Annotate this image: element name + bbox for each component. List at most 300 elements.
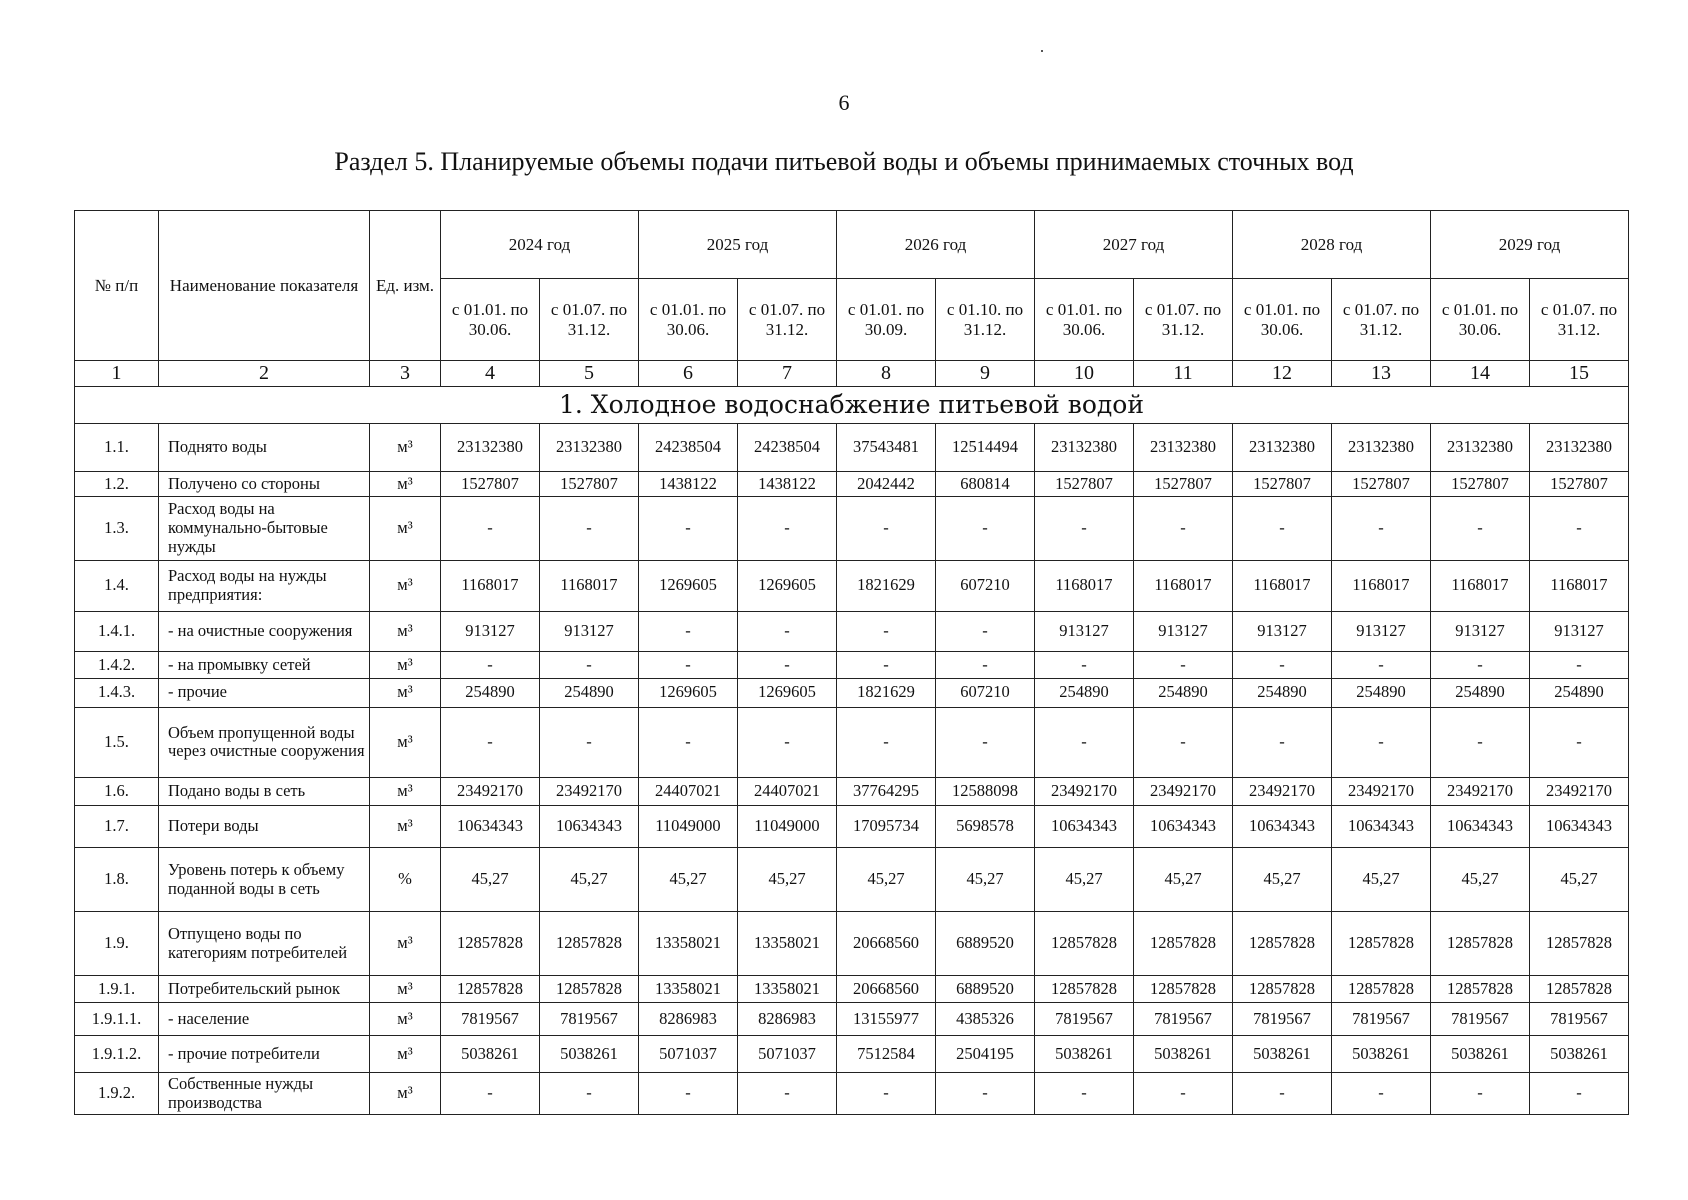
row-value: - [639,1073,738,1115]
row-value: - [540,1073,639,1115]
header-row-col-numbers [75,361,1629,387]
row-value: 20668560 [837,912,936,976]
row-number: 1.9.1.1. [75,1003,159,1036]
row-value: - [441,496,540,560]
row-value: 17095734 [837,805,936,848]
row-value: 8286983 [639,1003,738,1036]
header-period: с 01.07. по 31.12. [1134,279,1233,361]
row-value: 12857828 [441,976,540,1003]
row-value: 10634343 [1134,805,1233,848]
row-unit: м³ [370,1003,441,1036]
header-year: 2025 год [639,211,837,279]
row-value: 37543481 [837,424,936,472]
column-number: 5 [540,361,639,387]
row-value: 5038261 [1233,1036,1332,1073]
row-number: 1.9.1.2. [75,1036,159,1073]
header-period: с 01.07. по 31.12. [1332,279,1431,361]
row-value: - [738,652,837,679]
row-value: 7819567 [1332,1003,1431,1036]
row-value: 12857828 [1530,912,1629,976]
table-row [75,778,1629,806]
row-value: 1527807 [1035,472,1134,497]
row-value: 12857828 [441,912,540,976]
row-unit: м³ [370,778,441,806]
table-header [75,211,1629,387]
row-value: 1527807 [1233,472,1332,497]
row-value: - [639,611,738,652]
table-row [75,848,1629,912]
table-row [75,805,1629,848]
row-value: 12857828 [1530,976,1629,1003]
row-value: 45,27 [738,848,837,912]
row-value: 12857828 [1134,912,1233,976]
row-value: 7819567 [1530,1003,1629,1036]
column-number: 2 [159,361,370,387]
row-value: - [540,652,639,679]
row-value: - [936,1073,1035,1115]
row-value: 45,27 [639,848,738,912]
row-value: 680814 [936,472,1035,497]
row-value: 7512584 [837,1036,936,1073]
row-name: - прочие [159,679,370,708]
row-value: 23132380 [1431,424,1530,472]
row-value: 254890 [1035,679,1134,708]
header-num: № п/п [75,211,159,361]
row-value: 23492170 [1035,778,1134,806]
row-value: 254890 [1233,679,1332,708]
row-value: - [1233,496,1332,560]
row-value: - [1431,707,1530,777]
row-value: 10634343 [1035,805,1134,848]
table-body [75,387,1629,1115]
row-value: 1527807 [1431,472,1530,497]
row-name: Получено со стороны [159,472,370,497]
header-unit: Ед. изм. [370,211,441,361]
row-value: 254890 [1332,679,1431,708]
row-value: 5038261 [1134,1036,1233,1073]
row-value: - [1134,652,1233,679]
row-value: 1269605 [738,679,837,708]
row-unit: м³ [370,1073,441,1115]
row-value: 1438122 [738,472,837,497]
table-row [75,424,1629,472]
row-value: 6889520 [936,976,1035,1003]
row-name: Собственные нужды производства [159,1073,370,1115]
column-number: 8 [837,361,936,387]
row-value: - [1134,496,1233,560]
row-value: 23492170 [1332,778,1431,806]
row-value: - [1233,707,1332,777]
table-row [75,912,1629,976]
row-value: 12857828 [540,976,639,1003]
row-value: 1168017 [1530,560,1629,611]
row-value: 23132380 [1233,424,1332,472]
row-value: 23492170 [1530,778,1629,806]
row-value: 23492170 [1134,778,1233,806]
row-value: 12857828 [1431,976,1530,1003]
row-value: 913127 [1233,611,1332,652]
row-value: 7819567 [1233,1003,1332,1036]
column-number: 3 [370,361,441,387]
table-row [75,1036,1629,1073]
section-row [75,387,1629,424]
row-unit: м³ [370,912,441,976]
row-value: 45,27 [540,848,639,912]
table-row [75,611,1629,652]
row-value: 10634343 [540,805,639,848]
header-period: с 01.07. по 31.12. [540,279,639,361]
row-value: 1168017 [1233,560,1332,611]
row-value: 5698578 [936,805,1035,848]
row-unit: м³ [370,1036,441,1073]
row-value: - [1431,1073,1530,1115]
column-number: 14 [1431,361,1530,387]
row-value: 7819567 [540,1003,639,1036]
header-year: 2027 год [1035,211,1233,279]
row-value: 10634343 [1233,805,1332,848]
row-value: 1527807 [1332,472,1431,497]
header-period: с 01.01. по 30.06. [441,279,540,361]
row-value: 45,27 [441,848,540,912]
row-name: Потребительский рынок [159,976,370,1003]
table-row [75,560,1629,611]
row-value: 23132380 [1332,424,1431,472]
header-period: с 01.07. по 31.12. [1530,279,1629,361]
row-number: 1.5. [75,707,159,777]
row-value: 10634343 [1431,805,1530,848]
table-row [75,1003,1629,1036]
table-row [75,472,1629,497]
row-value: - [1332,707,1431,777]
row-number: 1.4.1. [75,611,159,652]
row-value: 12857828 [1035,912,1134,976]
row-value: 23132380 [441,424,540,472]
header-year: 2026 год [837,211,1035,279]
row-value: 6889520 [936,912,1035,976]
header-year: 2029 год [1431,211,1629,279]
row-value: 5038261 [1035,1036,1134,1073]
row-value: 1821629 [837,560,936,611]
row-value: 12857828 [1035,976,1134,1003]
row-value: 12857828 [1134,976,1233,1003]
row-value: 12857828 [1332,912,1431,976]
row-value: 5071037 [639,1036,738,1073]
row-value: 24238504 [639,424,738,472]
row-value: 12588098 [936,778,1035,806]
row-value: 10634343 [441,805,540,848]
row-name: - прочие потребители [159,1036,370,1073]
row-name: Отпущено воды по категориям потребителей [159,912,370,976]
row-value: - [1233,1073,1332,1115]
row-number: 1.8. [75,848,159,912]
header-period: с 01.07. по 31.12. [738,279,837,361]
row-unit: м³ [370,496,441,560]
column-number: 9 [936,361,1035,387]
column-number: 11 [1134,361,1233,387]
row-value: - [837,611,936,652]
row-value: 4385326 [936,1003,1035,1036]
row-value: 23492170 [441,778,540,806]
row-value: 8286983 [738,1003,837,1036]
row-value: - [1530,1073,1629,1115]
header-period: с 01.01. по 30.06. [639,279,738,361]
table-row [75,707,1629,777]
row-value: 7819567 [1035,1003,1134,1036]
row-value: 23492170 [1233,778,1332,806]
row-value: 1527807 [540,472,639,497]
page-number: 6 [838,90,850,115]
row-unit: м³ [370,611,441,652]
row-value: 45,27 [837,848,936,912]
row-number: 1.3. [75,496,159,560]
row-value: - [936,652,1035,679]
row-value: 607210 [936,679,1035,708]
header-period: с 01.01. по 30.06. [1431,279,1530,361]
row-name: Расход воды на коммунально-бытовые нужды [159,496,370,560]
row-value: 13358021 [639,976,738,1003]
column-number: 10 [1035,361,1134,387]
row-value: 13358021 [639,912,738,976]
table-row [75,1073,1629,1115]
row-unit: м³ [370,560,441,611]
row-value: - [1530,496,1629,560]
row-number: 1.9.1. [75,976,159,1003]
row-value: 1269605 [639,679,738,708]
row-number: 1.4.3. [75,679,159,708]
row-number: 1.6. [75,778,159,806]
row-value: 2042442 [837,472,936,497]
row-value: - [441,652,540,679]
header-name: Наименование показателя [159,211,370,361]
row-value: 45,27 [1530,848,1629,912]
header-period: с 01.01. по 30.06. [1233,279,1332,361]
row-value: 11049000 [738,805,837,848]
header-year: 2028 год [1233,211,1431,279]
row-value: - [1134,1073,1233,1115]
row-value: 23132380 [1035,424,1134,472]
row-value: - [1035,1073,1134,1115]
row-value: 913127 [1332,611,1431,652]
row-value: 12857828 [540,912,639,976]
table-row [75,976,1629,1003]
row-value: 23492170 [540,778,639,806]
row-value: 23492170 [1431,778,1530,806]
row-value: 913127 [540,611,639,652]
row-number: 1.9.2. [75,1073,159,1115]
row-unit: м³ [370,976,441,1003]
row-value: 37764295 [837,778,936,806]
row-value: 7819567 [441,1003,540,1036]
row-value: - [1332,1073,1431,1115]
row-number: 1.2. [75,472,159,497]
row-value: - [936,707,1035,777]
row-value: 45,27 [1431,848,1530,912]
row-unit: м³ [370,652,441,679]
row-number: 1.9. [75,912,159,976]
row-name: - население [159,1003,370,1036]
row-value: 1168017 [1134,560,1233,611]
row-value: - [738,496,837,560]
row-value: 12857828 [1332,976,1431,1003]
row-name: Уровень потерь к объему поданной воды в сеть [159,848,370,912]
row-value: 913127 [441,611,540,652]
row-value: 254890 [441,679,540,708]
row-value: - [1035,652,1134,679]
row-value: 12857828 [1233,976,1332,1003]
row-value: - [837,1073,936,1115]
row-unit: м³ [370,472,441,497]
column-number: 12 [1233,361,1332,387]
column-number: 15 [1530,361,1629,387]
row-value: 1527807 [1134,472,1233,497]
header-year: 2024 год [441,211,639,279]
row-value: - [1530,707,1629,777]
header-row-years [75,211,1629,279]
row-value: 45,27 [1035,848,1134,912]
row-value: - [1134,707,1233,777]
row-value: 45,27 [1134,848,1233,912]
row-value: - [738,1073,837,1115]
row-value: 23132380 [540,424,639,472]
row-value: 254890 [540,679,639,708]
row-value: 24407021 [639,778,738,806]
column-number: 4 [441,361,540,387]
row-value: 12857828 [1233,912,1332,976]
row-value: 7819567 [1134,1003,1233,1036]
row-value: 1438122 [639,472,738,497]
row-value: - [1530,652,1629,679]
row-value: 5038261 [441,1036,540,1073]
row-value: - [837,496,936,560]
row-value: 24238504 [738,424,837,472]
header-period: с 01.01. по 30.06. [1035,279,1134,361]
row-value: - [441,707,540,777]
row-value: 5038261 [1530,1036,1629,1073]
row-value: 10634343 [1530,805,1629,848]
row-value: 13155977 [837,1003,936,1036]
row-value: 1168017 [1035,560,1134,611]
row-value: 254890 [1431,679,1530,708]
row-value: 2504195 [936,1036,1035,1073]
column-number: 13 [1332,361,1431,387]
row-value: - [639,652,738,679]
row-name: Расход воды на нужды предприятия: [159,560,370,611]
row-value: - [1332,652,1431,679]
row-value: 1527807 [441,472,540,497]
row-value: - [1431,496,1530,560]
row-unit: м³ [370,679,441,708]
row-value: - [441,1073,540,1115]
page-title: Раздел 5. Планируемые объемы подачи питьевой воды и объемы принимаемых сточных вод [334,147,1354,176]
row-value: - [738,707,837,777]
row-value: 5038261 [1431,1036,1530,1073]
row-value: 5038261 [1332,1036,1431,1073]
row-value: - [837,707,936,777]
row-value: 1168017 [1332,560,1431,611]
row-value: - [639,707,738,777]
scan-speck [1041,50,1043,52]
column-number: 6 [639,361,738,387]
row-value: 13358021 [738,976,837,1003]
row-value: 913127 [1035,611,1134,652]
row-value: 913127 [1134,611,1233,652]
row-value: - [540,496,639,560]
row-value: 607210 [936,560,1035,611]
row-value: 5038261 [540,1036,639,1073]
row-value: 10634343 [1332,805,1431,848]
row-unit: % [370,848,441,912]
column-number: 1 [75,361,159,387]
row-name: Потери воды [159,805,370,848]
row-value: 254890 [1134,679,1233,708]
row-number: 1.4.2. [75,652,159,679]
row-unit: м³ [370,805,441,848]
water-volumes-table [74,210,1629,1115]
row-value: 23132380 [1530,424,1629,472]
row-value: - [1332,496,1431,560]
row-value: - [1035,496,1134,560]
table-row [75,679,1629,708]
row-value: - [1035,707,1134,777]
row-value: - [540,707,639,777]
row-value: - [936,611,1035,652]
row-value: 12514494 [936,424,1035,472]
row-value: 1269605 [738,560,837,611]
table-row [75,652,1629,679]
row-unit: м³ [370,707,441,777]
row-name: Объем пропущенной воды через очистные сооружения [159,707,370,777]
row-value: 11049000 [639,805,738,848]
row-value: 45,27 [1332,848,1431,912]
row-number: 1.4. [75,560,159,611]
row-value: 1527807 [1530,472,1629,497]
row-value: 5071037 [738,1036,837,1073]
row-value: 23132380 [1134,424,1233,472]
section-title: 1. Холодное водоснабжение питьевой водой [75,387,1629,424]
header-period: с 01.01. по 30.09. [837,279,936,361]
row-value: - [639,496,738,560]
row-value: - [1431,652,1530,679]
row-value: - [837,652,936,679]
row-value: 254890 [1530,679,1629,708]
row-name: - на очистные сооружения [159,611,370,652]
row-value: - [738,611,837,652]
row-value: 1269605 [639,560,738,611]
row-name: Поднято воды [159,424,370,472]
row-value: 7819567 [1431,1003,1530,1036]
header-period: с 01.10. по 31.12. [936,279,1035,361]
row-value: 1168017 [441,560,540,611]
row-value: 45,27 [936,848,1035,912]
row-value: 12857828 [1431,912,1530,976]
row-value: 1168017 [1431,560,1530,611]
row-name: Подано воды в сеть [159,778,370,806]
column-number: 7 [738,361,837,387]
row-value: 24407021 [738,778,837,806]
row-value: 913127 [1530,611,1629,652]
row-value: 20668560 [837,976,936,1003]
row-value: 45,27 [1233,848,1332,912]
row-value: 13358021 [738,912,837,976]
table-row [75,496,1629,560]
row-value: 913127 [1431,611,1530,652]
row-name: - на промывку сетей [159,652,370,679]
row-number: 1.1. [75,424,159,472]
row-value: - [1233,652,1332,679]
row-unit: м³ [370,424,441,472]
row-value: 1821629 [837,679,936,708]
row-number: 1.7. [75,805,159,848]
